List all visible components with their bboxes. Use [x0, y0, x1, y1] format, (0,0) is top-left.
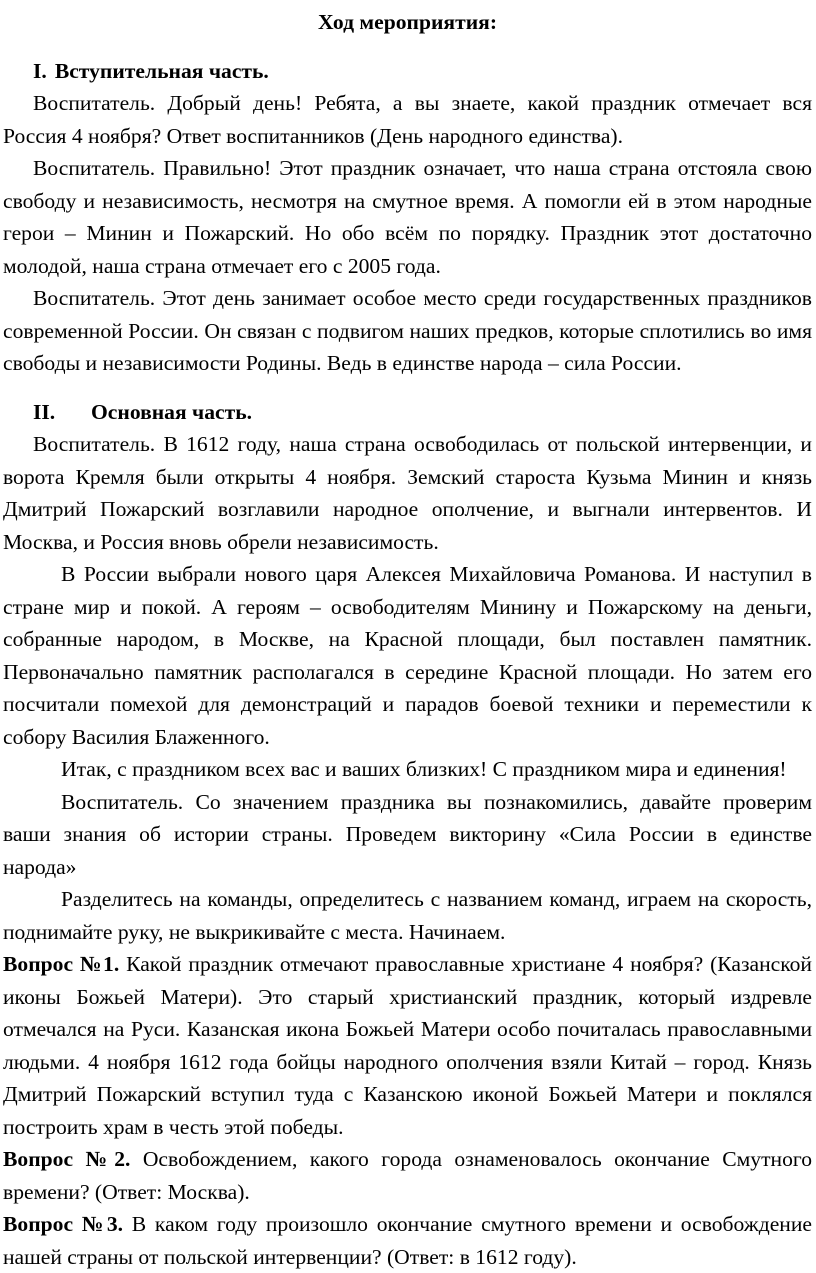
paragraph: Итак, с праздником всех вас и ваших близких! С праздником мира и единения!	[61, 757, 787, 781]
question-label: Вопрос №1.	[3, 952, 120, 976]
question-label: Вопрос №2.	[3, 1147, 131, 1171]
section-2-title: Основная часть.	[91, 399, 253, 424]
section-1-number: I.	[33, 58, 47, 83]
spacer	[3, 380, 812, 396]
paragraph: Воспитатель. Добрый день! Ребята, а вы знаете, какой праздник отмечает вся Россия 4 ноября? Ответ воспитанников (День народного единства).	[3, 91, 812, 148]
question-text: Освобождением, какого города ознаменовалось окончание Смутного времени? (Ответ: Москва).	[3, 1147, 812, 1204]
question-1	[3, 948, 812, 1143]
spacer	[3, 39, 812, 55]
paragraph: Воспитатель. В 1612 году, наша страна освободилась от польской интервенции, и ворота Кремля были открыты 4 ноября. Земский староста Кузьма Минин и князь Дмитрий Пожарский возглавили народное ополчение, и выгнали интервентов. И Москва, и Россия вновь обрели независимость.	[3, 432, 812, 554]
section-2-heading	[3, 396, 812, 429]
paragraph: Разделитесь на команды, определитесь с названием команд, играем на скорость, поднимайте руку, не выкрикивайте с места. Начинаем.	[3, 887, 812, 944]
question-text: Какой праздник отмечают православные христиане 4 ноября? (Казанской иконы Божьей Матери). Это старый христианский праздник, который издревле отмечался на Руси. Казанская икона Божьей Матери особо почиталась православными людьми. 4 ноября 1612 года бойцы народного ополчения взяли Китай – город. Князь Дмитрий Пожарский вступил туда с Казанскою иконой Божьей Матери и поклялся построить храм в честь этой победы.	[3, 952, 812, 1139]
paragraph: Воспитатель. Правильно! Этот праздник означает, что наша страна отстояла свою свободу и независимость, несмотря на смутное время. А помогли ей в этом народные герои – Минин и Пожарский. Но обо всём по порядку. Праздник этот достаточно молодой, наша страна отмечает его с 2005 года.	[3, 156, 812, 278]
question-label: Вопрос №3.	[3, 1212, 124, 1236]
paragraph: Воспитатель. Со значением праздника вы познакомились, давайте проверим ваши знания об истории страны. Проведем викторину «Сила России в единстве народа»	[3, 789, 812, 879]
page-title: Ход мероприятия:	[317, 10, 498, 34]
paragraph: В России выбрали нового царя Алексея Михайловича Романова. И наступил в стране мир и покой. А героям – освободителям Минину и Пожарскому на деньги, собранные народом, в Москве, на Красной площади, был поставлен памятник. Первоначально памятник располагался в середине Красной площади. Но затем его посчитали помехой для демонстраций и парадов боевой техники и переместили к собору Василия Блаженного.	[3, 562, 812, 749]
paragraph: Воспитатель. Этот день занимает особое место среди государственных праздников современной России. Он связан с подвигом наших предков, которые сплотились во имя свободы и независимости Родины. Ведь в единстве народа – сила России.	[3, 286, 812, 375]
section-1-heading	[3, 55, 812, 88]
section-1-title: Вступительная часть.	[54, 58, 269, 83]
question-text: В каком году произошло окончание смутного времени и освобождение нашей страны от польской интервенции? (Ответ: в 1612 году).	[3, 1212, 812, 1269]
section-2-number: II.	[33, 399, 56, 424]
question-2	[3, 1143, 812, 1208]
document-page	[0, 6, 816, 1273]
